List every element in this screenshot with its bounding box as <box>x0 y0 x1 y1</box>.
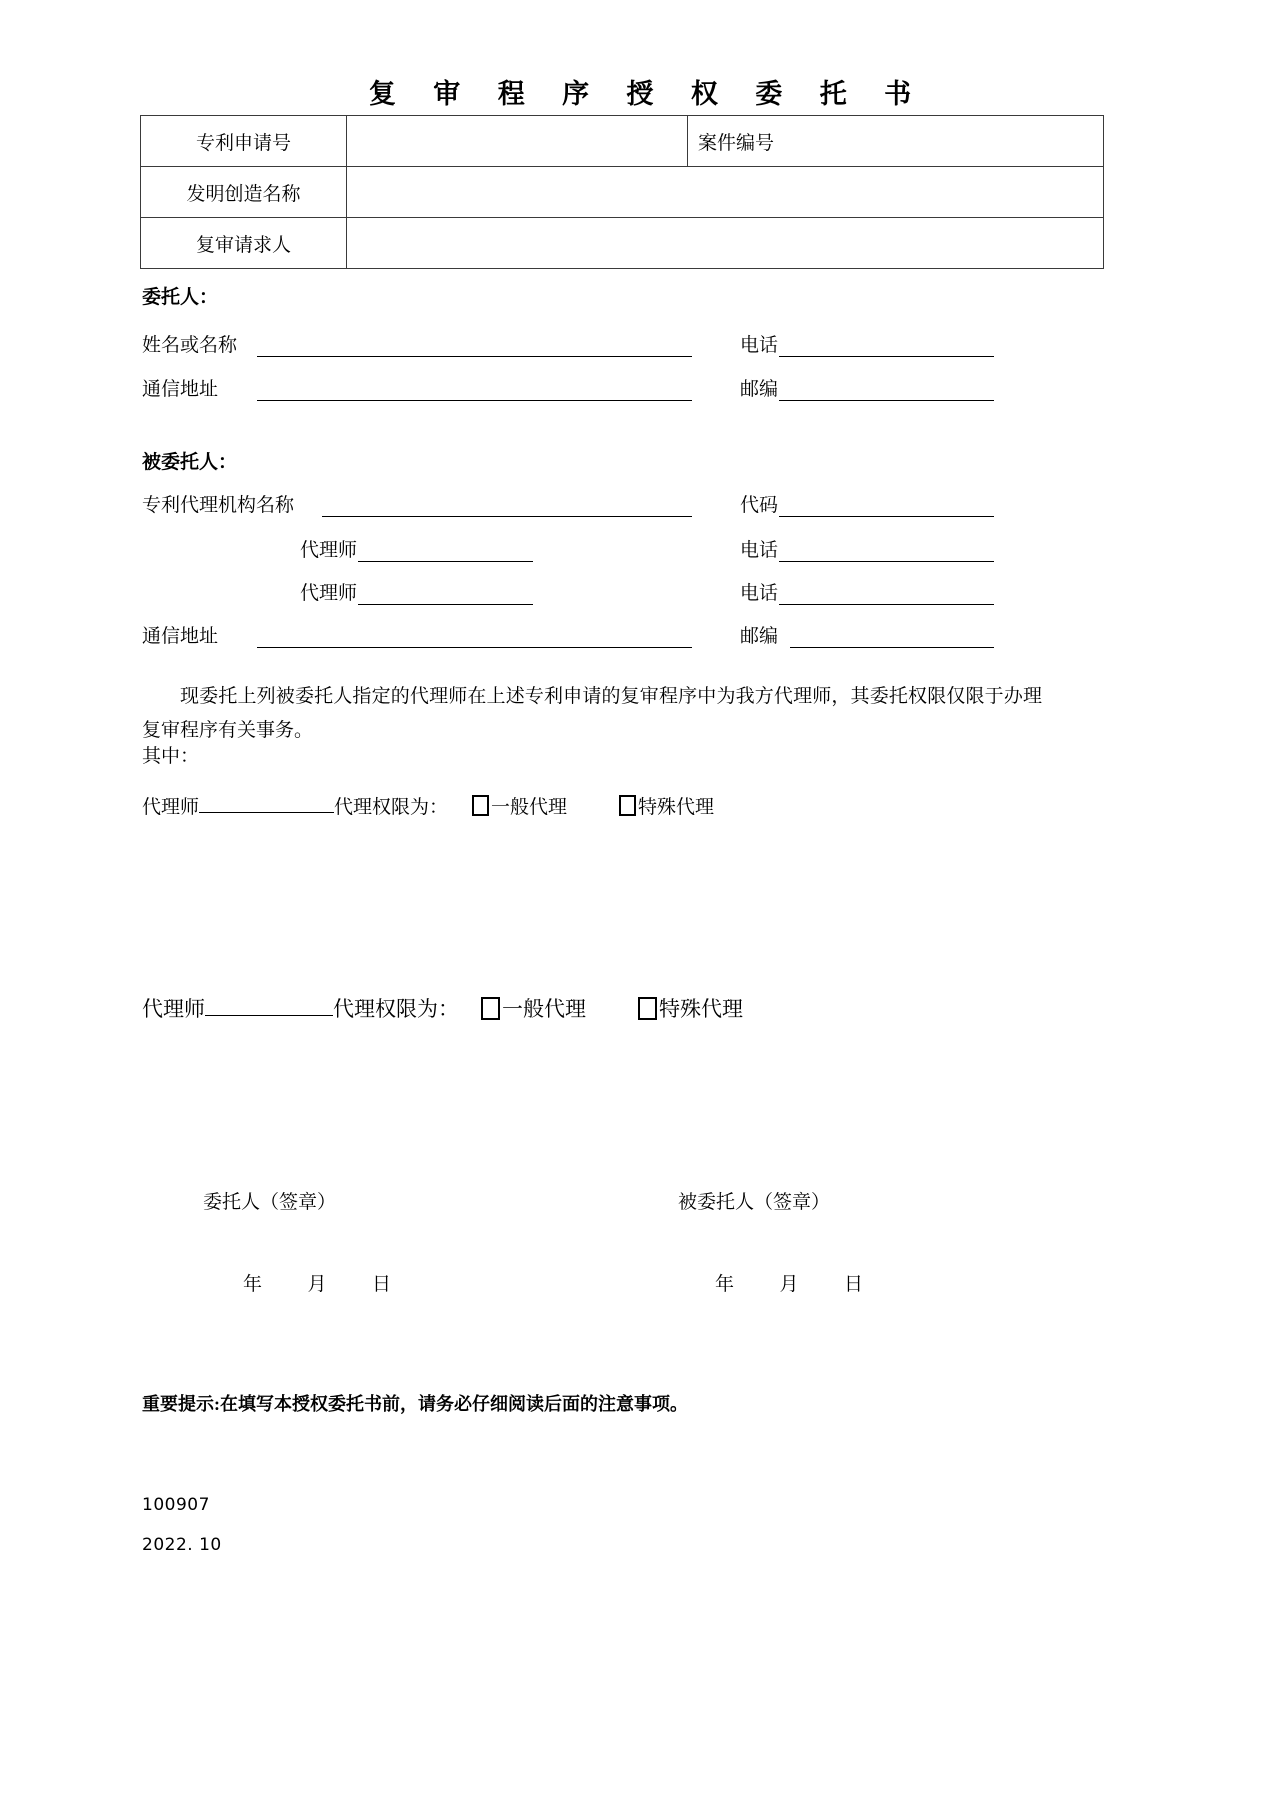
field-agency-name[interactable] <box>322 516 692 517</box>
label-attorney-phone-1: 电话 <box>740 540 779 561</box>
client-date-year: 年 <box>243 1274 263 1295</box>
page-title: 复 审 程 序 授 权 委 托 书 <box>368 79 926 110</box>
authorization-row-1 <box>142 792 714 819</box>
field-reexam-petitioner[interactable] <box>347 218 1104 269</box>
label-auth-scope-1: 代理权限为： <box>334 797 449 818</box>
label-reexam-petitioner: 复审请求人 <box>141 218 347 269</box>
field-auth-attorney-2[interactable] <box>205 1001 333 1016</box>
label-attorney-1: 代理师 <box>300 540 358 561</box>
label-agency-code: 代码 <box>740 495 779 516</box>
table-row <box>141 218 1104 269</box>
agent-date-year: 年 <box>715 1274 735 1295</box>
label-special-agency-1: 特殊代理 <box>638 797 715 818</box>
checkbox-special-agency-2[interactable] <box>638 997 657 1020</box>
label-auth-attorney-1: 代理师 <box>142 797 200 818</box>
label-case-number: 案件编号 <box>688 116 1104 167</box>
label-client-postcode: 邮编 <box>740 379 779 400</box>
field-agent-postcode[interactable] <box>790 647 994 648</box>
client-signature-label[interactable]: 委托人（签章） <box>203 1192 337 1213</box>
checkbox-general-agency-2[interactable] <box>481 997 500 1020</box>
client-date-line[interactable] <box>243 1275 391 1294</box>
label-special-agency-2: 特殊代理 <box>659 997 743 1021</box>
client-date-month: 月 <box>307 1274 327 1295</box>
label-client-name: 姓名或名称 <box>142 335 238 356</box>
checkbox-special-agency-1[interactable] <box>619 795 636 816</box>
table-row <box>141 167 1104 218</box>
patent-info-table <box>140 115 1104 269</box>
field-agent-address[interactable] <box>257 647 692 648</box>
table-row <box>141 116 1104 167</box>
label-auth-scope-2: 代理权限为： <box>333 997 459 1021</box>
label-general-agency-2: 一般代理 <box>502 997 586 1021</box>
field-attorney-phone-2[interactable] <box>779 604 994 605</box>
authorization-row-2 <box>142 993 743 1023</box>
field-attorney-2[interactable] <box>358 604 533 605</box>
agent-date-day: 日 <box>844 1274 864 1295</box>
label-agent-address: 通信地址 <box>142 626 219 647</box>
label-agent-postcode: 邮编 <box>740 626 779 647</box>
form-version-date: 2022. 10 <box>142 1535 222 1555</box>
agent-date-month: 月 <box>779 1274 799 1295</box>
field-client-address[interactable] <box>257 400 692 401</box>
field-attorney-1[interactable] <box>358 561 533 562</box>
label-client-phone: 电话 <box>740 335 779 356</box>
among-label: 其中： <box>142 746 200 767</box>
field-client-postcode[interactable] <box>779 400 994 401</box>
field-invention-title[interactable] <box>347 167 1104 218</box>
label-client-address: 通信地址 <box>142 379 219 400</box>
agent-section-heading: 被委托人： <box>142 452 238 473</box>
form-code: 100907 <box>142 1495 210 1515</box>
client-date-day: 日 <box>372 1274 392 1295</box>
field-application-number[interactable] <box>347 116 688 167</box>
client-section-heading: 委托人： <box>142 287 219 308</box>
agent-signature-label[interactable]: 被委托人（签章） <box>678 1192 831 1213</box>
label-auth-attorney-2: 代理师 <box>142 997 205 1021</box>
authorization-statement: 现委托上列被委托人指定的代理师在上述专利申请的复审程序中为我方代理师，其委托权限仅限于办理复审程序有关事务。 <box>142 686 1042 741</box>
label-application-number: 专利申请号 <box>141 116 347 167</box>
label-attorney-phone-2: 电话 <box>740 583 779 604</box>
label-agency-name: 专利代理机构名称 <box>142 495 295 516</box>
checkbox-general-agency-1[interactable] <box>472 795 489 816</box>
field-auth-attorney-1[interactable] <box>199 798 334 813</box>
field-attorney-phone-1[interactable] <box>779 561 994 562</box>
label-invention-title: 发明创造名称 <box>141 167 347 218</box>
field-client-name[interactable] <box>257 356 692 357</box>
agent-date-line[interactable] <box>715 1275 863 1294</box>
field-client-phone[interactable] <box>779 356 994 357</box>
field-agency-code[interactable] <box>779 516 994 517</box>
label-general-agency-1: 一般代理 <box>491 797 568 818</box>
important-notice: 重要提示:在填写本授权委托书前，请务必仔细阅读后面的注意事项。 <box>142 1394 688 1414</box>
label-attorney-2: 代理师 <box>300 583 358 604</box>
